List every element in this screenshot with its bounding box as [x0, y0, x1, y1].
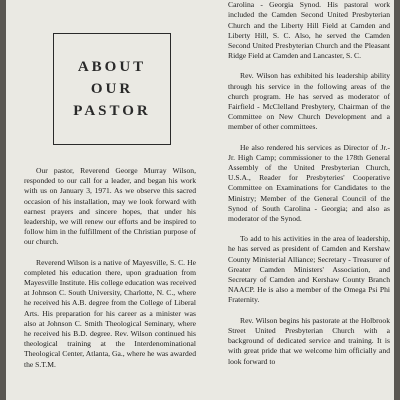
- document-page: [6, 0, 394, 400]
- right-paragraph-2: Rev. Wilson has exhibited his leadership ability through his service in the following areas of the church program. He has served as moderator of Fairfield - McClelland Presbytery, Chairman of the Committee on New Church Development and a member of other committees.: [228, 71, 390, 132]
- right-paragraph-3: He also rendered his services as Director of Jr.-Jr. High Camp; commissioner to the 178th General Assembly of the United Presbyterian Church, U.S.A., Reader for Presbyteries' Cooperative Committee on Examinations for Candidates to the Ministry; Member of the General Council of the Synod of South Carolina - Georgia; and also as moderator of the Synod.: [228, 142, 390, 224]
- right-paragraph-4: To add to his activities in the area of leadership, he has served as president of Camden and Kershaw County Ministerial Alliance; Secretary - Treasurer of Greater Camden Ministers' Association, and Secretary of Camden and Kershaw County Branch NAACP. He is also a member of the Omega Psi Phi Fraternity.: [228, 234, 390, 305]
- left-paragraph-2: Reverend Wilson is a native of Mayesville, S. C. He completed his education there, upon graduation from Mayesville Institute. His college education was received at Johnson C. South University, Charlotte, N. C., where he received his A.B. degree from the College of Liberal Arts. His preparation for his career as a minister was also at Johnson C. Smith Theological Seminary, where he received his B.D. degree. Rev. Wilson continued his theological training at the Interdenominational Theological Center, Atlanta, Ga., where he was awarded the S.T.M.: [24, 257, 196, 369]
- left-paragraph-1: Our pastor, Reverend George Murray Wilson, responded to our call for a leader, and began his work with us on January 3, 1971. As we observe this sacred occasion of his installation, may we look forward with earnest prayers and sincere hopes, that under his leadership, we will renew our efforts and be inspired to follow him in the fulfillment of the Christian purpose of our church.: [24, 166, 196, 247]
- title-box: [53, 33, 171, 145]
- right-column: [228, 0, 390, 377]
- left-column: [24, 166, 196, 380]
- right-paragraph-1: Carolina - Georgia Synod. His pastoral work included the Camden Second United Presbyterian Church and the Liberty Hill Field at Camden and Liberty Hill, S. C. Also, he served the Camden Second United Presbyterian Church and the Pleasant Ridge Field at Camden and Lancaster, S. C.: [228, 0, 390, 61]
- title-line-3: PASTOR: [73, 103, 151, 119]
- title-line-2: OUR: [90, 81, 134, 97]
- title-line-1: ABOUT: [77, 59, 147, 75]
- right-paragraph-5: Rev. Wilson begins his pastorate at the Holbrook Street United Presbyterian Church with a background of dedicated service and training. It is with great pride that we welcome him officially and look forward to: [228, 315, 390, 366]
